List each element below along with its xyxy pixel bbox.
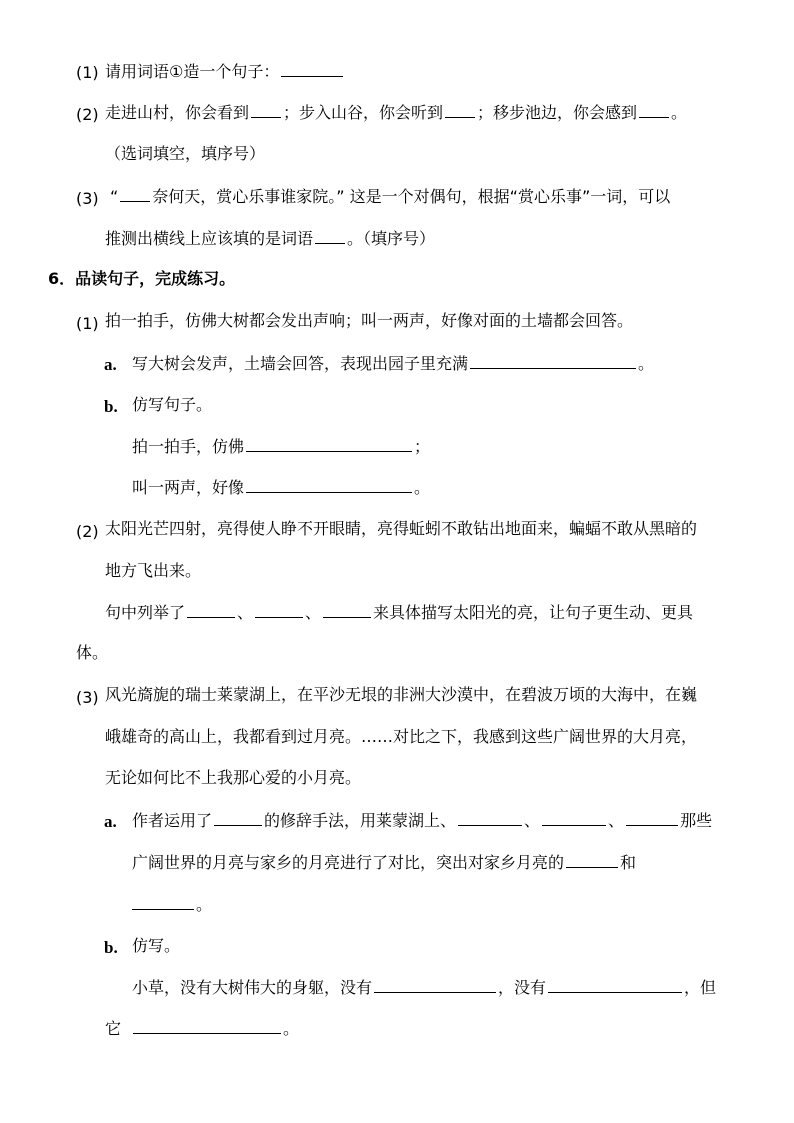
question-6-3-a: 作者运用了 的修辞手法，用莱蒙湖上、 、 、 那些 bbox=[132, 811, 713, 830]
question-5-1: 请用词语①造一个句子： bbox=[105, 60, 345, 83]
answer-blank[interactable] bbox=[214, 809, 262, 826]
question-5-3: “ 奈何天，赏心乐事谁家院。” 这是一个对偶句，根据“赏心乐事”一词，可以 bbox=[110, 187, 671, 206]
answer-blank[interactable] bbox=[187, 601, 235, 618]
question-6-2-cont: 地方飞出来。 bbox=[105, 561, 202, 580]
question-6-3-b: 仿写。 bbox=[132, 936, 181, 955]
answer-blank[interactable] bbox=[470, 352, 636, 369]
answer-blank[interactable] bbox=[458, 809, 522, 826]
sub-label: b. bbox=[104, 938, 118, 957]
sub-label: a. bbox=[104, 355, 117, 374]
question-6-3-cont: 峨雄奇的高山上，我都看到过月亮。……对比之下，我感到这些广阔世界的大月亮， bbox=[105, 727, 698, 746]
question-5-2: 走进山村，你会看到 ；步入山谷，你会听到 ；移步池边，你会感到 。 bbox=[105, 103, 688, 122]
answer-blank[interactable] bbox=[542, 809, 606, 826]
instruction-note: （选词填空，填序号） bbox=[105, 144, 266, 163]
question-6-1: 拍一拍手，仿佛大树都会发出声响；叫一两声，好像对面的土墙都会回答。 bbox=[105, 311, 634, 330]
answer-blank[interactable] bbox=[255, 601, 303, 618]
question-6-3: 风光旖旎的瑞士莱蒙湖上，在平沙无垠的非洲大沙漠中，在碧波万顷的大海中，在巍 bbox=[105, 685, 698, 704]
answer-blank[interactable] bbox=[374, 976, 496, 993]
imitation-line-4: 它 。 bbox=[105, 1019, 300, 1038]
answer-blank[interactable] bbox=[566, 851, 618, 868]
imitation-line-2: 叫一两声，好像 。 bbox=[132, 478, 431, 497]
answer-blank[interactable] bbox=[548, 976, 682, 993]
answer-blank[interactable] bbox=[445, 101, 475, 118]
question-6-3-cont2: 无论如何比不上我那心爱的小月亮。 bbox=[105, 768, 362, 787]
answer-blank[interactable] bbox=[246, 435, 412, 452]
answer-blank[interactable] bbox=[133, 1017, 281, 1034]
sub-label: b. bbox=[104, 397, 118, 416]
question-6-3-a-cont2: 。 bbox=[132, 893, 212, 916]
answer-blank[interactable] bbox=[626, 809, 678, 826]
imitation-line-1: 拍一拍手，仿佛 ； bbox=[132, 437, 431, 456]
answer-blank[interactable] bbox=[132, 893, 194, 910]
sub-label: a. bbox=[104, 812, 117, 831]
answer-blank[interactable] bbox=[281, 60, 343, 77]
imitation-line-3: 小草，没有大树伟大的身躯，没有 ，没有 ，但 bbox=[132, 978, 717, 997]
section-heading: 6．品读句子，完成练习。 bbox=[48, 269, 236, 288]
item-number: (2) bbox=[76, 105, 99, 124]
item-number: (1) bbox=[76, 314, 99, 333]
question-5-3-cont: 推测出横线上应该填的是词语 。（填序号） bbox=[105, 229, 436, 248]
item-number: (1) bbox=[76, 63, 99, 82]
answer-blank[interactable] bbox=[246, 476, 412, 493]
question-6-3-a-cont: 广阔世界的月亮与家乡的月亮进行了对比，突出对家乡月亮的 和 bbox=[132, 853, 637, 872]
answer-blank[interactable] bbox=[120, 185, 150, 202]
answer-blank[interactable] bbox=[323, 601, 371, 618]
question-6-1-a: 写大树会发声，土墙会回答，表现出园子里充满 。 bbox=[132, 354, 655, 373]
question-6-1-b: 仿写句子。 bbox=[132, 395, 213, 414]
item-number: (3) bbox=[76, 189, 99, 208]
item-number: (2) bbox=[76, 522, 99, 541]
question-6-2-task-cont: 体。 bbox=[76, 643, 109, 662]
answer-blank[interactable] bbox=[315, 227, 345, 244]
question-6-2-task: 句中列举了 、 、 来具体描写太阳光的亮，让句子更生动、更具 bbox=[105, 603, 694, 622]
answer-blank[interactable] bbox=[251, 101, 281, 118]
question-6-2: 太阳光芒四射，亮得使人睁不开眼睛，亮得蚯蚓不敢钻出地面来，蝙蝠不敢从黑暗的 bbox=[105, 519, 698, 538]
answer-blank[interactable] bbox=[639, 101, 669, 118]
item-number: (3) bbox=[76, 688, 99, 707]
